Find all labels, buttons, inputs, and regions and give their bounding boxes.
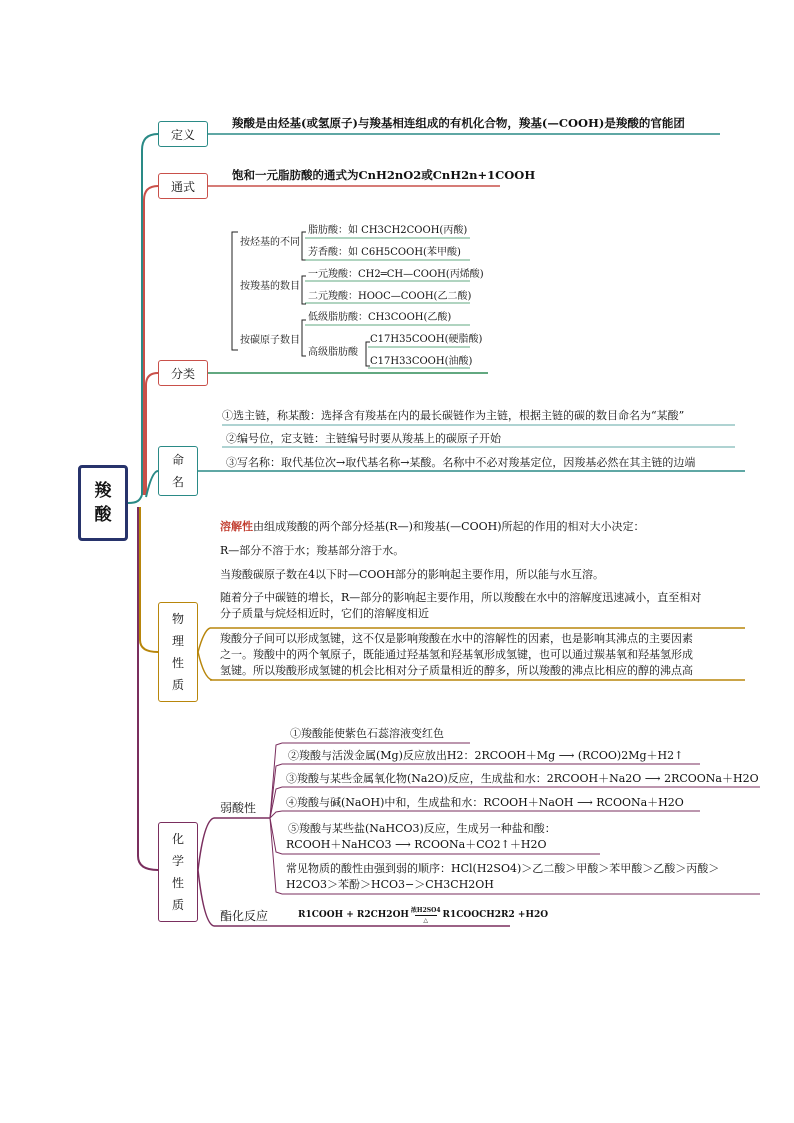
- node-chemical-char-2: 学: [171, 854, 184, 868]
- chem-esterification-label: 酯化反应: [220, 909, 269, 923]
- root-char-2: 酸: [94, 505, 112, 525]
- class-lower: 低级脂肪酸：CH3COOH(乙酸): [308, 312, 452, 323]
- class-stearic: C17H35COOH(硬脂酸): [370, 334, 483, 345]
- chem-reaction-5b: RCOOH＋NaHCO3 ⟶ RCOONa＋CO2↑＋H2O: [286, 838, 547, 851]
- naming-step-2: ②编号位，定支链：主链编号时要从羧基上的碳原子开始: [226, 432, 501, 445]
- solubility-rest: 由组成羧酸的两个部分烃基(R—)和羧基(—COOH)所起的作用的相对大小决定：: [253, 520, 645, 533]
- ester-right: R1COOCH2R2 +H2O: [442, 910, 549, 920]
- node-physical-properties: [158, 602, 198, 702]
- chem-acidity-order-b: H2CO3＞苯酚＞HCO3−＞CH3CH2OH: [286, 878, 494, 891]
- node-physical-char-3: 性: [171, 656, 184, 670]
- class-mono: 一元羧酸：CH2═CH—COOH(丙烯酸): [308, 269, 484, 280]
- class-aromatic: 芳香酸：如 C6H5COOH(苯甲酸): [308, 247, 461, 258]
- node-physical-char-2: 理: [171, 634, 184, 648]
- ester-cond-bottom: △: [423, 916, 429, 924]
- node-naming-char-2: 名: [171, 475, 184, 489]
- node-definition-label: 定义: [170, 127, 195, 142]
- chem-reaction-1: ①羧酸能使紫色石蕊溶液变红色: [290, 727, 444, 740]
- node-definition: [158, 121, 208, 147]
- node-classification-label: 分类: [170, 366, 195, 381]
- node-classification: [158, 360, 208, 386]
- node-chemical-char-3: 性: [171, 876, 184, 890]
- physical-hbond-c: 氢键。所以羧酸形成氢键的机会比相对分子质量相近的醇多，所以羧酸的沸点比相应的醇的沸点高: [220, 664, 693, 677]
- chem-reaction-5a: ⑤羧酸与某些盐(NaHCO3)反应，生成另一种盐和酸：: [288, 822, 556, 835]
- chem-reaction-4: ④羧酸与碱(NaOH)中和，生成盐和水：RCOOH＋NaOH ⟶ RCOONa＋H2O: [286, 796, 684, 809]
- node-formula-label: 通式: [170, 179, 195, 194]
- esterification-equation: [298, 904, 548, 926]
- node-naming-char-1: 命: [171, 453, 184, 467]
- class-by-carboxyl: 按羧基的数目: [240, 281, 300, 292]
- physical-hbond-b: 之一。羧酸中的两个氧原子，既能通过羟基氢和羟基氧形成氢键，也可以通过羰基氧和羟基氢形成: [220, 648, 693, 661]
- physical-line-4a: 随着分子中碳链的增长，R—部分的影响起主要作用，所以羧酸在水中的溶解度迅速减小，直至相对: [220, 591, 702, 604]
- chem-weak-acid-label: 弱酸性: [220, 801, 257, 815]
- node-chemical-properties: [158, 822, 198, 922]
- chem-reaction-2: ②羧酸与活泼金属(Mg)反应放出H2：2RCOOH＋Mg ⟶ (RCOO)2Mg＋H2↑: [288, 749, 684, 762]
- physical-line-2: R—部分不溶于水；羧基部分溶于水。: [220, 544, 405, 557]
- physical-solubility-line: [220, 519, 645, 534]
- class-by-carbon: 按碳原子数目: [240, 335, 300, 346]
- class-di: 二元羧酸：HOOC—COOH(乙二酸): [308, 291, 472, 302]
- chem-reaction-3: ③羧酸与某些金属氧化物(Na2O)反应，生成盐和水：2RCOOH＋Na2O ⟶ 2RCOONa＋H2O: [286, 772, 759, 785]
- class-higher: 高级脂肪酸: [308, 347, 358, 358]
- formula-text: 饱和一元脂肪酸的通式为CnH2nO2或CnH2n+1COOH: [232, 168, 536, 182]
- node-physical-char-4: 质: [171, 678, 184, 692]
- node-chemical-char-1: 化: [171, 832, 184, 846]
- chem-acidity-order-a: 常见物质的酸性由强到弱的顺序：HCl(H2SO4)＞乙二酸＞甲酸＞苯甲酸＞乙酸＞丙酸＞: [286, 862, 720, 875]
- node-chemical-char-4: 质: [171, 898, 184, 912]
- ester-arrow: [415, 915, 437, 916]
- physical-line-3: 当羧酸碳原子数在4以下时—COOH部分的影响起主要作用，所以能与水互溶。: [220, 568, 605, 581]
- class-aliphatic: 脂肪酸：如 CH3CH2COOH(丙酸): [308, 225, 468, 236]
- ester-conditions: [411, 907, 441, 924]
- root-node-carboxylic-acid: [78, 465, 128, 541]
- naming-step-1: ①选主链，称某酸：选择含有羧基在内的最长碳链作为主链，根据主链的碳的数目命名为“某酸”: [222, 409, 685, 422]
- definition-text: 羧酸是由烃基(或氢原子)与羧基相连组成的有机化合物，羧基(—COOH)是羧酸的官能团: [232, 116, 685, 130]
- physical-line-4b: 分子质量与烷烃相近时，它们的溶解度相近: [220, 607, 429, 620]
- ester-cond-top: 浓H2SO4: [410, 906, 441, 914]
- physical-hbond-a: 羧酸分子间可以形成氢键，这不仅是影响羧酸在水中的溶解性的因素，也是影响其沸点的主要因素: [220, 632, 693, 645]
- solubility-term: 溶解性: [220, 520, 253, 533]
- ester-left: R1COOH + R2CH2OH: [298, 910, 409, 920]
- node-physical-char-1: 物: [171, 612, 184, 626]
- naming-step-3: ③写名称：取代基位次→取代基名称→某酸。名称中不必对羧基定位，因羧基必然在其主链的边端: [226, 456, 696, 469]
- root-char-1: 羧: [94, 481, 112, 501]
- node-formula: [158, 173, 208, 199]
- node-naming: [158, 446, 198, 496]
- class-by-hydrocarbon: 按烃基的不同: [240, 237, 300, 248]
- class-oleic: C17H33COOH(油酸): [370, 356, 473, 367]
